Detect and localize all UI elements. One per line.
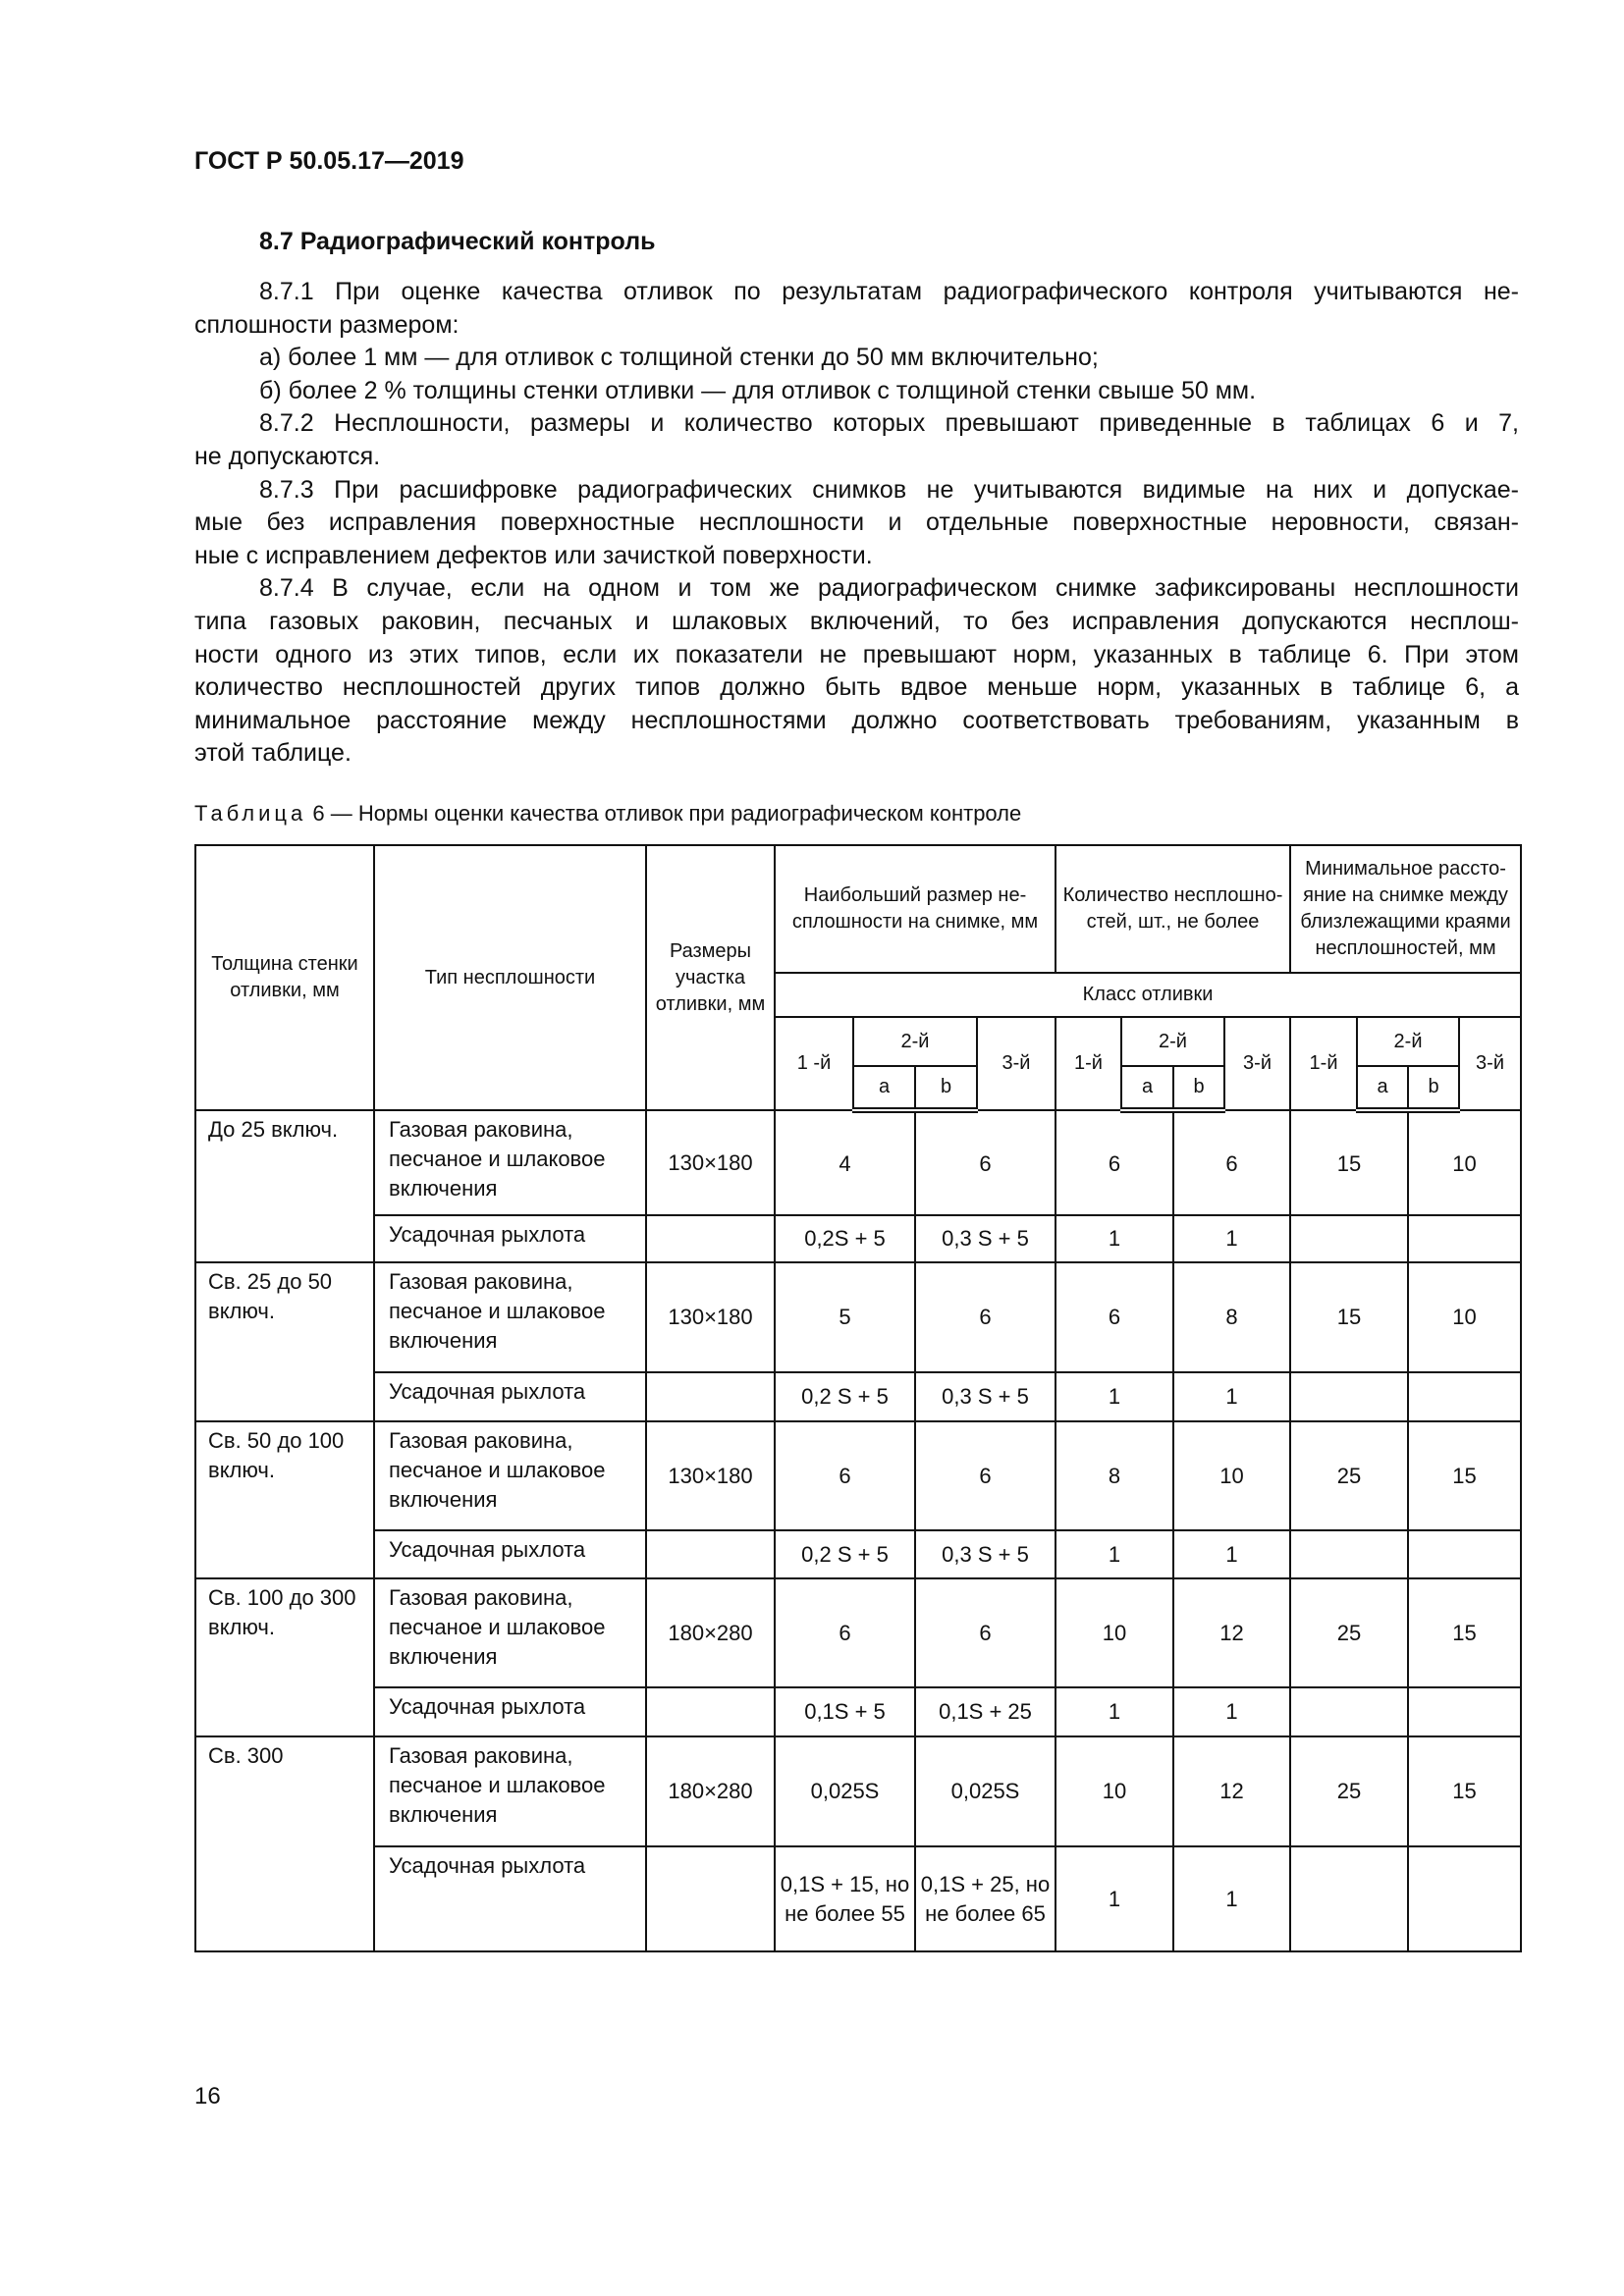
- paragraph-line: 8.7.1 При оценке качества отливок по результатам радиографического контроля учитываются не-: [259, 278, 1519, 305]
- defect-type-cell: Газовая раковина, песчаное и шлаковое включения: [374, 1736, 646, 1846]
- table-row: [195, 1578, 1521, 1687]
- table-row: [195, 1530, 1521, 1578]
- value-cell: 1: [1173, 1530, 1290, 1578]
- class-2-header: 2-й: [1121, 1017, 1224, 1066]
- class-2b-header: b: [1173, 1066, 1224, 1110]
- value-cell: 12: [1173, 1578, 1290, 1687]
- value-cell: [1290, 1687, 1408, 1736]
- value-cell: [1290, 1372, 1408, 1421]
- value-cell: 6: [1173, 1110, 1290, 1215]
- area-size-cell: [646, 1215, 775, 1262]
- class-2-header: 2-й: [853, 1017, 977, 1066]
- value-cell: 6: [915, 1578, 1056, 1687]
- header-min-distance: Минимальное расстояние на снимке между близлежащими краями несплошностей, мм: [1290, 845, 1521, 973]
- value-cell: 6: [1056, 1110, 1173, 1215]
- value-cell: 6: [1056, 1262, 1173, 1372]
- class-2a-header: a: [853, 1066, 915, 1110]
- class-1-header: 1-й: [1056, 1017, 1121, 1110]
- table-row: [195, 1736, 1521, 1846]
- value-cell: 1: [1056, 1530, 1173, 1578]
- area-size-cell: 130×180: [646, 1110, 775, 1215]
- class-1-header: 1-й: [1290, 1017, 1357, 1110]
- defect-type-cell: Усадочная рыхлота: [374, 1846, 646, 1951]
- section-title: 8.7 Радиографический контроль: [259, 228, 656, 255]
- value-cell: 0,3 S + 5: [915, 1530, 1056, 1578]
- value-cell: 6: [915, 1421, 1056, 1530]
- page-number: 16: [194, 2083, 221, 2109]
- defect-type-cell: Усадочная рыхлота: [374, 1215, 646, 1262]
- class-3-header: 3-й: [1459, 1017, 1521, 1110]
- paragraph-line: этой таблице.: [194, 739, 352, 768]
- value-cell: 15: [1408, 1736, 1521, 1846]
- area-size-cell: 180×280: [646, 1578, 775, 1687]
- class-2-header: 2-й: [1357, 1017, 1459, 1066]
- paragraph-line: мые без исправления поверхностные несплошности и отдельные поверхностные неровности, связан-: [194, 508, 1519, 537]
- value-cell: 10: [1408, 1262, 1521, 1372]
- header-type: Тип несплошности: [374, 845, 646, 1110]
- value-cell: 0,025S: [775, 1736, 915, 1846]
- defect-type-cell: Газовая раковина, песчаное и шлаковое включения: [374, 1262, 646, 1372]
- class-2b-header: b: [915, 1066, 977, 1110]
- value-cell: 6: [915, 1110, 1056, 1215]
- value-cell: 12: [1173, 1736, 1290, 1846]
- value-cell: 15: [1290, 1262, 1408, 1372]
- area-size-cell: [646, 1846, 775, 1951]
- value-cell: 10: [1056, 1736, 1173, 1846]
- value-cell: [1408, 1530, 1521, 1578]
- value-cell: 15: [1290, 1110, 1408, 1215]
- table-row: [195, 1110, 1521, 1215]
- value-cell: 1: [1056, 1215, 1173, 1262]
- table-caption-label: Таблица: [194, 801, 307, 826]
- area-size-cell: [646, 1372, 775, 1421]
- header-casting-class: Класс отливки: [775, 973, 1521, 1017]
- defect-type-cell: Усадочная рыхлота: [374, 1372, 646, 1421]
- area-size-cell: 180×280: [646, 1736, 775, 1846]
- value-cell: 0,3 S + 5: [915, 1372, 1056, 1421]
- norms-table: [194, 844, 1522, 1952]
- value-cell: 1: [1173, 1215, 1290, 1262]
- value-cell: 4: [775, 1110, 915, 1215]
- area-size-cell: [646, 1687, 775, 1736]
- class-1-header: 1 -й: [775, 1017, 853, 1110]
- value-cell: 0,1S + 25, но не более 65: [915, 1846, 1056, 1951]
- value-cell: 1: [1056, 1687, 1173, 1736]
- value-cell: 0,1S + 25: [915, 1687, 1056, 1736]
- paragraph-line: минимальное расстояние между несплошностями должно соответствовать требованиям, указанным в: [194, 706, 1519, 734]
- value-cell: [1408, 1687, 1521, 1736]
- thickness-cell: Св. 300: [195, 1736, 374, 1951]
- value-cell: 0,1S + 15, но не более 55: [775, 1846, 915, 1951]
- value-cell: 0,2 S + 5: [775, 1372, 915, 1421]
- value-cell: 25: [1290, 1421, 1408, 1530]
- value-cell: 1: [1056, 1372, 1173, 1421]
- value-cell: 8: [1173, 1262, 1290, 1372]
- table-caption: [194, 801, 1021, 827]
- value-cell: 6: [915, 1262, 1056, 1372]
- value-cell: 5: [775, 1262, 915, 1372]
- value-cell: 25: [1290, 1578, 1408, 1687]
- paragraph-line: 8.7.4 В случае, если на одном и том же радиографическом снимке зафиксированы несплошности: [259, 574, 1519, 603]
- value-cell: [1408, 1846, 1521, 1951]
- document-header: ГОСТ Р 50.05.17—2019: [194, 147, 464, 175]
- value-cell: 25: [1290, 1736, 1408, 1846]
- value-cell: 8: [1056, 1421, 1173, 1530]
- paragraph-line: сплошности размером:: [194, 310, 460, 339]
- paragraph-line: а) более 1 мм — для отливок с толщиной стенки до 50 мм включительно;: [259, 344, 1099, 372]
- paragraph-line: б) более 2 % толщины стенки отливки — для отливок с толщиной стенки свыше 50 мм.: [259, 376, 1257, 404]
- value-cell: 1: [1173, 1687, 1290, 1736]
- thickness-cell: До 25 включ.: [195, 1110, 374, 1262]
- area-size-cell: 130×180: [646, 1262, 775, 1372]
- value-cell: 1: [1173, 1846, 1290, 1951]
- paragraph-line: ные с исправлением дефектов или зачисткой поверхности.: [194, 541, 873, 569]
- paragraph-line: количество несплошностей других типов должно быть вдвое меньше норм, указанных в таблице 6, а: [194, 673, 1519, 702]
- value-cell: 10: [1173, 1421, 1290, 1530]
- header-count: Количество несплошностей, шт., не более: [1056, 845, 1290, 973]
- defect-type-cell: Усадочная рыхлота: [374, 1687, 646, 1736]
- value-cell: 1: [1056, 1846, 1173, 1951]
- value-cell: 0,2S + 5: [775, 1215, 915, 1262]
- value-cell: [1290, 1530, 1408, 1578]
- value-cell: 0,1S + 5: [775, 1687, 915, 1736]
- header-area-size: Размеры участка отливки, мм: [646, 845, 775, 1110]
- table-row: [195, 1421, 1521, 1530]
- value-cell: 1: [1173, 1372, 1290, 1421]
- paragraph-line: ности одного из этих типов, если их показатели не превышают норм, указанных в таблице 6. При этом: [194, 640, 1519, 668]
- table-row: [195, 1687, 1521, 1736]
- paragraph-line: не допускаются.: [194, 443, 381, 470]
- thickness-cell: Св. 50 до 100 включ.: [195, 1421, 374, 1578]
- value-cell: 6: [775, 1421, 915, 1530]
- defect-type-cell: Газовая раковина, песчаное и шлаковое включения: [374, 1421, 646, 1530]
- value-cell: [1408, 1372, 1521, 1421]
- table-caption-text: 6 — Нормы оценки качества отливок при радиографическом контроле: [306, 801, 1022, 826]
- value-cell: 15: [1408, 1421, 1521, 1530]
- thickness-cell: Св. 100 до 300 включ.: [195, 1578, 374, 1736]
- paragraph-line: типа газовых раковин, песчаных и шлаковых включений, то без исправления допускаются несплош-: [194, 608, 1519, 635]
- table-row: [195, 1215, 1521, 1262]
- paragraph-line: 8.7.2 Несплошности, размеры и количество которых превышают приведенные в таблицах 6 и 7,: [259, 409, 1519, 438]
- value-cell: [1290, 1846, 1408, 1951]
- defect-type-cell: Газовая раковина, песчаное и шлаковое включения: [374, 1578, 646, 1687]
- area-size-cell: [646, 1530, 775, 1578]
- thickness-cell: Св. 25 до 50 включ.: [195, 1262, 374, 1421]
- value-cell: 0,025S: [915, 1736, 1056, 1846]
- class-3-header: 3-й: [977, 1017, 1056, 1110]
- value-cell: 6: [775, 1578, 915, 1687]
- value-cell: 0,2 S + 5: [775, 1530, 915, 1578]
- value-cell: [1290, 1215, 1408, 1262]
- header-thickness: Толщина стенки отливки, мм: [195, 845, 374, 1110]
- header-max-size: Наибольший размер несплошности на снимке, мм: [775, 845, 1056, 973]
- value-cell: 15: [1408, 1578, 1521, 1687]
- table-row: [195, 1372, 1521, 1421]
- value-cell: [1408, 1215, 1521, 1262]
- value-cell: 10: [1408, 1110, 1521, 1215]
- class-2b-header: b: [1408, 1066, 1459, 1110]
- value-cell: 10: [1056, 1578, 1173, 1687]
- class-3-header: 3-й: [1224, 1017, 1290, 1110]
- paragraph-line: 8.7.3 При расшифровке радиографических снимков не учитываются видимые на них и допускае-: [259, 475, 1519, 504]
- class-2a-header: a: [1357, 1066, 1408, 1110]
- defect-type-cell: Усадочная рыхлота: [374, 1530, 646, 1578]
- class-2a-header: a: [1121, 1066, 1173, 1110]
- table-row: [195, 1262, 1521, 1372]
- defect-type-cell: Газовая раковина, песчаное и шлаковое включения: [374, 1110, 646, 1215]
- value-cell: 0,3 S + 5: [915, 1215, 1056, 1262]
- area-size-cell: 130×180: [646, 1421, 775, 1530]
- table-row: [195, 1846, 1521, 1951]
